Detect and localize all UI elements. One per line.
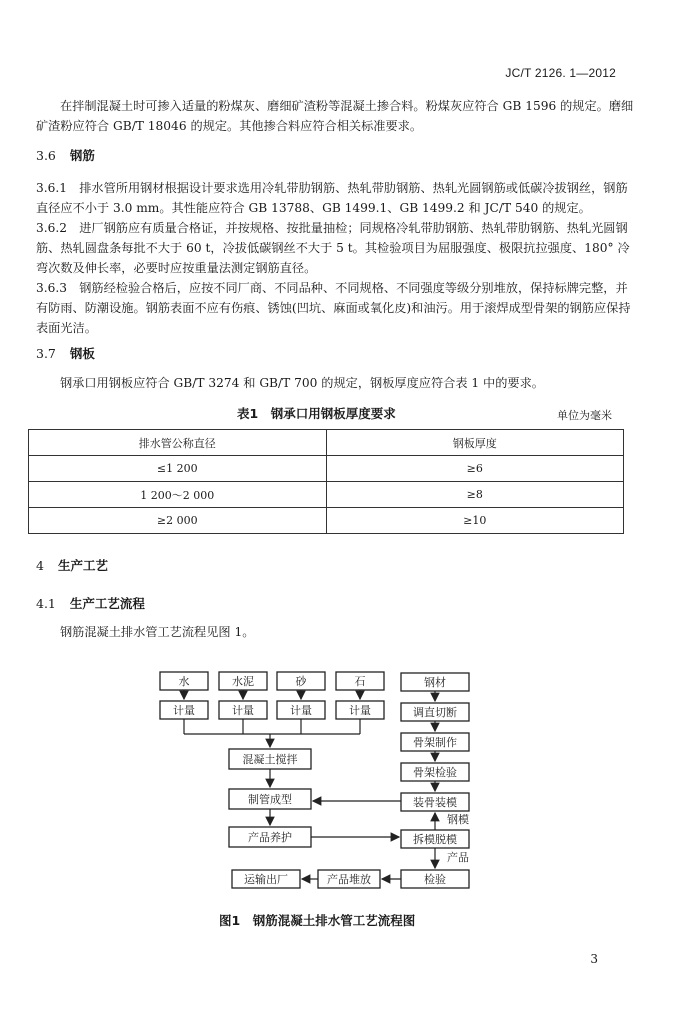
- section-number: 3.6: [36, 148, 56, 163]
- svg-text:运输出厂: 运输出厂: [244, 873, 288, 886]
- product-curing-box: [229, 827, 311, 847]
- document-header: JC/T 2126. 1—2012: [505, 66, 616, 80]
- table-header-cell: 排水管公称直径: [29, 430, 327, 456]
- material-cement-box: [219, 672, 267, 690]
- table-caption: 表1 钢承口用钢板厚度要求: [237, 406, 396, 421]
- material-sand-box: [277, 672, 325, 690]
- table-cell: 1 200～2 000: [29, 482, 327, 508]
- table-cell: ≥10: [326, 508, 624, 534]
- svg-text:骨架检验: 骨架检验: [413, 766, 457, 779]
- section-number: 4: [36, 558, 44, 573]
- section-title: 钢筋: [69, 148, 95, 163]
- svg-text:调直切断: 调直切断: [413, 706, 457, 719]
- figure-caption: 图1 钢筋混凝土排水管工艺流程图: [219, 913, 416, 928]
- svg-text:产品养护: 产品养护: [248, 831, 292, 844]
- product-label: 产品: [447, 851, 469, 864]
- svg-text:水: 水: [178, 675, 190, 688]
- svg-text:钢材: 钢材: [424, 676, 446, 689]
- svg-text:计量: 计量: [232, 704, 254, 717]
- intro-paragraph: 在拌制混凝土时可掺入适量的粉煤灰、磨细矿渣粉等混凝土掺合料。粉煤灰应符合 GB 1596 的规定。磨细矿渣粉应符合 GB/T 18046 的规定。其他掺合料应符合相关标准要求。: [36, 99, 634, 133]
- svg-text:计量: 计量: [290, 704, 312, 717]
- svg-text:计量: 计量: [173, 704, 195, 717]
- svg-text:拆模脱模: 拆模脱模: [413, 833, 457, 846]
- steel-material-box: [401, 673, 469, 691]
- cage-mold-assembly-box: [401, 793, 469, 811]
- table-cell: ≥2 000: [29, 508, 327, 534]
- section-number: 3.7: [36, 346, 56, 361]
- cage-inspection-box: [401, 763, 469, 781]
- straighten-cut-box: [401, 703, 469, 721]
- table-cell: ≥8: [326, 482, 624, 508]
- table-unit: 单位为毫米: [557, 409, 612, 422]
- product-stacking-box: [318, 870, 380, 888]
- section-number: 4.1: [36, 596, 56, 611]
- paragraph-3-6-2: 3.6.2 进厂钢筋应有质量合格证，并按规格、按批量抽检；同规格冷轧带肋钢筋、热轧带肋钢筋、热轧光圆钢筋、热轧圆盘条每批不大于 60 t，冷拔低碳钢丝不大于 5 t。其检验项目为屈服强度、极限抗拉强度、180° 冷弯次数及伸长率，必要时应按重量法测定钢筋直径。: [36, 221, 630, 275]
- section-title: 钢板: [69, 346, 95, 361]
- concrete-mixing-box: [229, 749, 311, 769]
- pipe-forming-box: [229, 789, 311, 809]
- page-number: 3: [590, 952, 598, 966]
- svg-text:制管成型: 制管成型: [248, 793, 292, 806]
- meter-box: [277, 701, 325, 719]
- meter-box: [219, 701, 267, 719]
- paragraph-3-6-3: 3.6.3 钢筋经检验合格后，应按不同厂商、不同品种、不同规格、不同强度等级分别堆放，保持标牌完整，并有防雨、防潮设施。钢筋表面不应有伤痕、锈蚀(凹坑、麻面或氧化皮)和油污。用于滚焊成型骨架的钢筋应保持表面光洁。: [36, 281, 631, 335]
- svg-text:混凝土搅拌: 混凝土搅拌: [242, 753, 298, 766]
- svg-text:水泥: 水泥: [232, 675, 254, 688]
- material-stone-box: [336, 672, 384, 690]
- table-cell: ≥6: [326, 456, 624, 482]
- svg-text:骨架制作: 骨架制作: [413, 736, 457, 749]
- svg-text:计量: 计量: [349, 704, 371, 717]
- table-cell: ≤1 200: [29, 456, 327, 482]
- material-water-box: [160, 672, 208, 690]
- paragraph-3-6-1: 3.6.1 排水管所用钢材根据设计要求选用冷轧带肋钢筋、热轧带肋钢筋、热轧光圆钢筋或低碳冷拔钢丝，钢筋直径应不小于 3.0 mm。其性能应符合 GB 13788、GB 1499.1、GB 1499.2 和 JC/T 540 的规定。: [36, 181, 628, 215]
- shipping-box: [232, 870, 300, 888]
- table-header-cell: 钢板厚度: [326, 430, 624, 456]
- paragraph-4-1: 钢筋混凝土排水管工艺流程见图 1。: [60, 625, 255, 639]
- meter-box: [336, 701, 384, 719]
- section-title: 生产工艺流程: [69, 596, 145, 611]
- svg-text:装骨装模: 装骨装模: [413, 796, 457, 809]
- svg-text:砂: 砂: [295, 675, 307, 688]
- inspection-box: [401, 870, 469, 888]
- svg-text:石: 石: [354, 675, 366, 688]
- demold-box: [401, 830, 469, 848]
- paragraph-3-7: 钢承口用钢板应符合 GB/T 3274 和 GB/T 700 的规定，钢板厚度应符合表 1 中的要求。: [60, 376, 544, 390]
- svg-text:产品堆放: 产品堆放: [327, 873, 371, 886]
- steel-mold-label: 钢模: [447, 813, 469, 826]
- section-title: 生产工艺: [57, 558, 108, 573]
- svg-text:检验: 检验: [424, 873, 446, 886]
- meter-box: [160, 701, 208, 719]
- cage-fabrication-box: [401, 733, 469, 751]
